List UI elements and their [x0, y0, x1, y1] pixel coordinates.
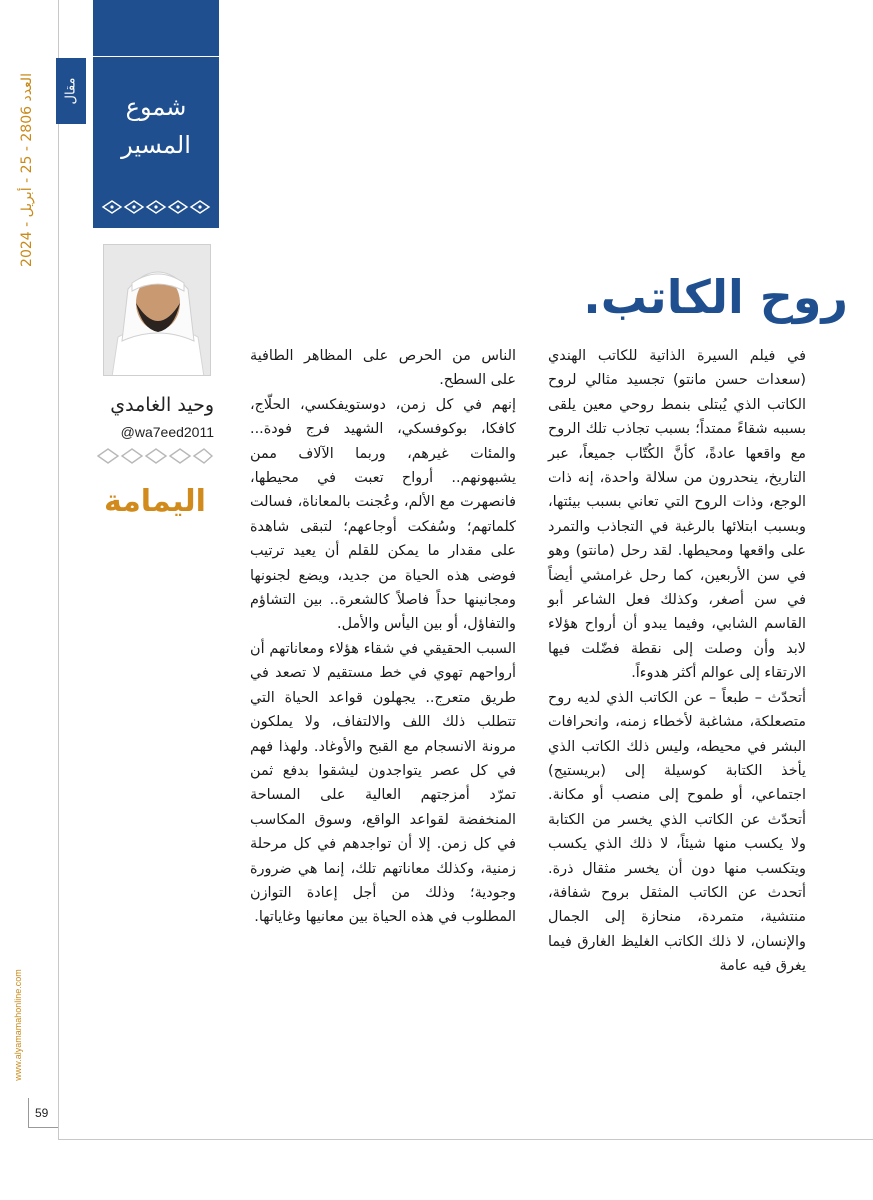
author-portrait-icon [104, 245, 211, 376]
paragraph: في فيلم السيرة الذاتية للكاتب الهندي (سعدات حسن مانتو) تجسيد مثالي لروح الكاتب الذي يُبتلى بنمط روحي معين يلقى بسببه شقاءً ممتداً؛ بسبب تجاذب تلك الروح مع واقعها عادةً، كأنَّ الكُتّاب جميعاً، عبر التاريخ، ينحدرون من سلالة واحدة، إنه ذات الوجع، وذات الروح التي تعاني بسبب بيئتها، وبسبب ابتلائها بالرغبة في التجاذب والتمرد على واقعها ومحيطها. لقد رحل (مانتو) وهو في سن الأربعين، كما رحل غرامشي أيضاً في سن أصغر، وكذلك فعل الشاعر أبو القاسم الشابي، وفيما يبدو أن أرواح هؤلاء لابد وأن وصلت إلى نقطة فضّلت فيها الارتقاء إلى عوالم أكثر هدوءاً. [548, 348, 806, 682]
issue-date-vertical [10, 60, 44, 280]
author-photo [103, 244, 211, 376]
magazine-logo: اليمامة [104, 484, 206, 519]
article-title: روح الكاتب. [583, 270, 848, 324]
diamond-ornament-icon [99, 198, 213, 216]
paragraph: السبب الحقيقي في شقاء هؤلاء ومعاناتهم أن أرواحهم تهوي في خط مستقيم لا تصعد في طريق متعرج.. يجهلون قواعد الحياة التي تتطلب ذلك اللف والالتفاف، ولا يملكون مرونة الانسجام مع القبح والأوغاد. ولهذا فهم في كل عصر يتواجدون ليشقوا بدفع ثمن تمرّد أمزجتهم العالية على المساحة المنخفضة لقواعد الواقع، وسوق المكاسب في كل زمن. إلا أن تواجدهم في كل مرحلة زمنية، وكذلك معاناتهم تلك، إنما هي ضرورة وجودية؛ وذلك من أجل إعادة التوازن المطلوب في هذه الحياة بين معانيها وغاياتها. [250, 640, 516, 926]
column-banner [93, 0, 219, 228]
issue-date-text: العدد 2806 - 25 - أبريل - 2024 [19, 73, 35, 267]
author-name: وحيد الغامدي [110, 394, 214, 416]
website-text[interactable]: www.alyamamahonline.com [13, 969, 23, 1081]
author-ornament-icon [96, 446, 214, 466]
paragraph: إنهم في كل زمن، دوستويفكسي، الحلّاج، كافكا، بوكوفسكي، الشهيد فرج فودة... والمئات غيرهم، وربما الآلاف ممن يشبهونهم.. أرواح تعبت في محيطها، فانصهرت مع الألم، وعُجنت بالمعاناة، فسالت كلماتهم؛ وسُفكت أوجاعهم؛ لتبقى شاهدة على مقدار ما يمكن للقلم أن يعيد ترتيب فوضى هذه الحياة من جديد، ويضع لجنونها ومجانينها حداً فاصلاً كالشعرة.. بين التشاؤم والتفاؤل، أو بين اليأس والأمل. [250, 396, 516, 633]
section-label-tab [56, 58, 86, 124]
author-handle[interactable]: @wa7eed2011 [120, 424, 214, 440]
article-column-right [548, 344, 806, 979]
paragraph: الناس من الحرص على المظاهر الطافية على السطح. [250, 348, 516, 389]
page-number: 59 [35, 1106, 49, 1120]
banner-divider [93, 56, 219, 57]
paragraph: أتحدّث – طبعاً – عن الكاتب الذي لديه روح متصعلكة، مشاغبة لأخطاء زمنه، وانحرافات البشر في محيطه، وليس ذلك الكاتب الذي يأخذ الكتابة كوسيلة إلى (بريستيج) اجتماعي، أو طموح إلى منصب أو مكانة. أتحدّث عن الكاتب الذي يخسر من الكتابة ولا يكسب منها شيئاً، لا ذلك الذي يكسب ويتكسب منها دون أن يخسر مثقال ذرة. أتحدث عن الكاتب المثقل بروح شفافة، منتشية، متمردة، منحازة إلى الجمال والإنسان، لا ذلك الكاتب الغليظ الغارق فيما يغرق فيه عامة [548, 689, 806, 975]
page-number-box [28, 1098, 58, 1128]
column-title: شموع المسير [121, 93, 191, 159]
article-column-left [250, 344, 516, 930]
section-label-text: مقال [63, 77, 79, 105]
website-vertical [8, 950, 28, 1100]
